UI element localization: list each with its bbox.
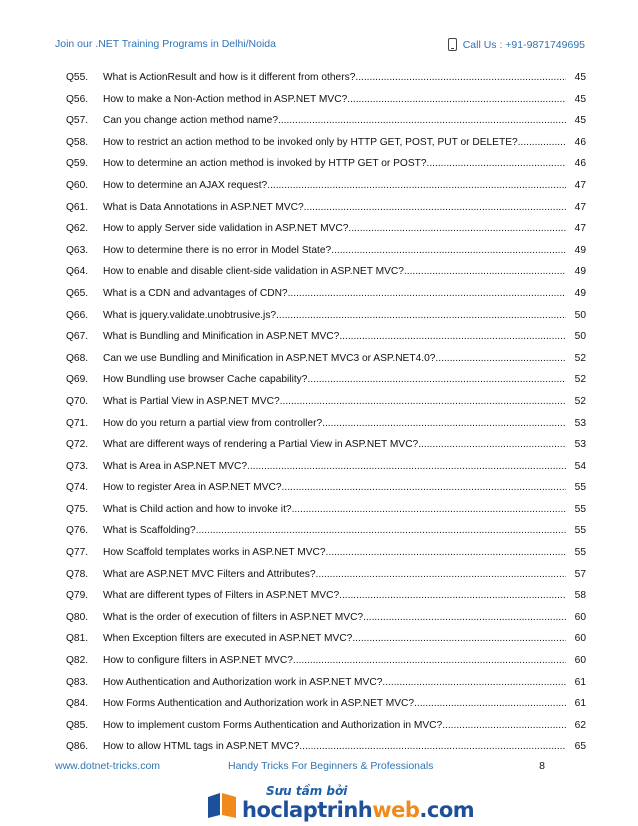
toc-entry-title: What are different ways of rendering a Partial View in ASP.NET MVC? xyxy=(103,439,419,451)
footer-tagline: Handy Tricks For Beginners & Professionals xyxy=(228,760,434,772)
toc-entry-page: 45 xyxy=(574,93,586,105)
toc-entry-title: What are different types of Filters in ASP.NET MVC? xyxy=(103,590,340,602)
toc-entry[interactable] xyxy=(66,460,586,482)
toc-entry-title: How to implement custom Forms Authentication and Authorization in MVC? xyxy=(103,719,443,731)
toc-dot-leader xyxy=(363,611,566,625)
footer-site-link[interactable]: www.dotnet-tricks.com xyxy=(55,760,161,772)
header-call-us xyxy=(448,38,585,51)
toc-entry-title: How to configure filters in ASP.NET MVC? xyxy=(103,655,293,667)
toc-entry-page: 49 xyxy=(574,244,586,256)
toc-dot-leader xyxy=(418,438,566,452)
toc-dot-leader xyxy=(348,222,566,236)
toc-entry-page: 53 xyxy=(574,439,586,451)
watermark-main-part-2: web xyxy=(372,798,420,822)
toc-entry-number: Q76. xyxy=(66,525,89,537)
toc-entry-title: How to register Area in ASP.NET MVC? xyxy=(103,482,282,494)
toc-entry[interactable] xyxy=(66,654,586,676)
toc-entry-title: How to determine an AJAX request? xyxy=(103,179,268,191)
toc-dot-leader xyxy=(276,309,566,323)
toc-entry-title: How to determine an action method is invoked by HTTP GET or POST? xyxy=(103,158,427,170)
toc-entry[interactable] xyxy=(66,438,586,460)
toc-entry[interactable] xyxy=(66,287,586,309)
toc-entry-title: What is Data Annotations in ASP.NET MVC? xyxy=(103,201,304,213)
toc-entry-number: Q62. xyxy=(66,223,89,235)
toc-entry-page: 62 xyxy=(574,719,586,731)
toc-entry-page: 55 xyxy=(574,482,586,494)
toc-entry-number: Q86. xyxy=(66,741,89,753)
toc-dot-leader xyxy=(339,589,566,603)
toc-entry[interactable] xyxy=(66,632,586,654)
toc-dot-leader xyxy=(288,287,566,301)
toc-dot-leader xyxy=(404,265,566,279)
toc-entry-title-line xyxy=(103,287,566,301)
toc-dot-leader xyxy=(293,654,566,668)
toc-entry-number: Q72. xyxy=(66,439,89,451)
toc-entry[interactable] xyxy=(66,417,586,439)
toc-dot-leader xyxy=(427,157,566,171)
table-of-contents xyxy=(66,71,586,762)
toc-entry-page: 49 xyxy=(574,287,586,299)
toc-dot-leader xyxy=(304,201,566,215)
toc-entry-title: What is Child action and how to invoke it? xyxy=(103,503,292,515)
toc-entry-title-line xyxy=(103,157,566,171)
toc-entry-number: Q68. xyxy=(66,352,89,364)
toc-entry-number: Q66. xyxy=(66,309,89,321)
toc-entry-number: Q84. xyxy=(66,698,89,710)
toc-entry-title-line xyxy=(103,632,566,646)
toc-entry-title-line xyxy=(103,611,566,625)
toc-entry-page: 46 xyxy=(574,136,586,148)
toc-entry[interactable] xyxy=(66,309,586,331)
toc-entry-page: 45 xyxy=(574,115,586,127)
toc-entry-number: Q73. xyxy=(66,460,89,472)
toc-entry-number: Q60. xyxy=(66,179,89,191)
toc-entry-page: 55 xyxy=(574,503,586,515)
toc-entry-number: Q58. xyxy=(66,136,89,148)
toc-entry-number: Q75. xyxy=(66,503,89,515)
toc-entry-page: 52 xyxy=(574,395,586,407)
toc-entry-page: 52 xyxy=(574,352,586,364)
toc-entry-title-line xyxy=(103,676,566,690)
toc-dot-leader xyxy=(382,676,566,690)
toc-entry[interactable] xyxy=(66,524,586,546)
toc-entry-title-line xyxy=(103,481,566,495)
toc-entry-title-line xyxy=(103,417,566,431)
header-training-text: Join our .NET Training Programs in Delhi/Noida xyxy=(55,38,276,50)
toc-entry-title: What is a CDN and advantages of CDN? xyxy=(103,287,288,299)
toc-dot-leader xyxy=(518,136,566,150)
toc-entry-page: 53 xyxy=(574,417,586,429)
toc-dot-leader xyxy=(280,395,566,409)
toc-entry-title: How do you return a partial view from controller? xyxy=(103,417,323,429)
toc-entry-title: What is Partial View in ASP.NET MVC? xyxy=(103,395,280,407)
toc-entry[interactable] xyxy=(66,179,586,201)
toc-entry-title-line xyxy=(103,503,566,517)
toc-entry[interactable] xyxy=(66,676,586,698)
phone-icon xyxy=(448,38,457,51)
toc-entry-title: How to restrict an action method to be invoked only by HTTP GET, POST, PUT or DELETE? xyxy=(103,136,518,148)
toc-entry-title: How Scaffold templates works in ASP.NET MVC? xyxy=(103,547,326,559)
toc-entry[interactable] xyxy=(66,71,586,93)
toc-entry-number: Q57. xyxy=(66,115,89,127)
page-number: 8 xyxy=(539,760,545,772)
book-icon xyxy=(206,791,238,819)
toc-entry-title-line xyxy=(103,654,566,668)
toc-dot-leader xyxy=(316,568,566,582)
toc-entry-number: Q83. xyxy=(66,676,89,688)
toc-entry-number: Q79. xyxy=(66,590,89,602)
toc-entry-page: 61 xyxy=(574,698,586,710)
toc-entry[interactable] xyxy=(66,265,586,287)
toc-entry-page: 52 xyxy=(574,374,586,386)
toc-entry[interactable] xyxy=(66,481,586,503)
toc-entry-page: 61 xyxy=(574,676,586,688)
toc-entry-title-line xyxy=(103,524,566,538)
toc-entry-number: Q74. xyxy=(66,482,89,494)
toc-entry-title-line xyxy=(103,719,566,733)
toc-entry-title-line xyxy=(103,93,566,107)
toc-entry-title: What is Bundling and Minification in ASP.NET MVC? xyxy=(103,331,340,343)
header-phone-text: Call Us : +91-9871749695 xyxy=(462,38,585,51)
toc-entry-title: How to apply Server side validation in ASP.NET MVC? xyxy=(103,223,349,235)
toc-entry-page: 60 xyxy=(574,611,586,623)
toc-entry-title: What are ASP.NET MVC Filters and Attributes? xyxy=(103,568,316,580)
toc-entry-title: How Forms Authentication and Authorization work in ASP.NET MVC? xyxy=(103,698,415,710)
toc-entry-page: 57 xyxy=(574,568,586,580)
toc-entry-title-line xyxy=(103,222,566,236)
toc-dot-leader xyxy=(331,244,566,258)
page-footer xyxy=(55,760,545,776)
toc-entry[interactable] xyxy=(66,330,586,352)
toc-dot-leader xyxy=(414,697,566,711)
toc-entry[interactable] xyxy=(66,244,586,266)
toc-entry-number: Q82. xyxy=(66,655,89,667)
toc-dot-leader xyxy=(435,352,566,366)
toc-entry-title-line xyxy=(103,546,566,560)
toc-entry-title-line xyxy=(103,201,566,215)
toc-dot-leader xyxy=(307,373,566,387)
toc-entry[interactable] xyxy=(66,697,586,719)
toc-entry-number: Q81. xyxy=(66,633,89,645)
toc-entry-page: 47 xyxy=(574,223,586,235)
toc-entry-title: How to determine there is no error in Model State? xyxy=(103,244,332,256)
toc-entry[interactable] xyxy=(66,740,586,762)
toc-entry-title-line xyxy=(103,373,566,387)
toc-entry-title-line xyxy=(103,136,566,150)
toc-entry[interactable] xyxy=(66,395,586,417)
toc-entry[interactable] xyxy=(66,157,586,179)
toc-dot-leader xyxy=(247,460,566,474)
toc-entry[interactable] xyxy=(66,589,586,611)
toc-entry-number: Q70. xyxy=(66,395,89,407)
toc-dot-leader xyxy=(355,71,566,85)
toc-entry-page: 47 xyxy=(574,179,586,191)
toc-dot-leader xyxy=(299,740,566,754)
watermark-top-text: Sưu tầm bởi xyxy=(266,784,348,798)
watermark-main-part-3: .com xyxy=(419,798,475,822)
toc-entry-title-line xyxy=(103,697,566,711)
toc-entry-page: 58 xyxy=(574,590,586,602)
toc-entry-page: 60 xyxy=(574,655,586,667)
toc-entry[interactable] xyxy=(66,546,586,568)
toc-entry-number: Q85. xyxy=(66,719,89,731)
toc-entry-title-line xyxy=(103,265,566,279)
toc-entry-title-line xyxy=(103,71,566,85)
toc-dot-leader xyxy=(322,417,566,431)
toc-entry-number: Q56. xyxy=(66,93,89,105)
toc-entry-number: Q63. xyxy=(66,244,89,256)
toc-dot-leader xyxy=(267,179,566,193)
toc-entry-title: What is Area in ASP.NET MVC? xyxy=(103,460,248,472)
toc-entry-title-line xyxy=(103,568,566,582)
toc-entry-title-line xyxy=(103,114,566,128)
watermark-main-text xyxy=(242,798,474,822)
toc-entry-title-line xyxy=(103,309,566,323)
toc-entry-page: 65 xyxy=(574,741,586,753)
toc-dot-leader xyxy=(352,632,566,646)
toc-dot-leader xyxy=(278,114,566,128)
toc-dot-leader xyxy=(347,93,566,107)
toc-entry[interactable] xyxy=(66,93,586,115)
toc-entry-page: 50 xyxy=(574,331,586,343)
toc-entry[interactable] xyxy=(66,136,586,158)
toc-dot-leader xyxy=(292,503,566,517)
toc-entry-number: Q67. xyxy=(66,331,89,343)
toc-entry-number: Q55. xyxy=(66,72,89,83)
toc-dot-leader xyxy=(442,719,566,733)
toc-entry-title: Can we use Bundling and Minification in ASP.NET MVC3 or ASP.NET4.0? xyxy=(103,352,436,364)
toc-entry-number: Q64. xyxy=(66,266,89,278)
toc-entry-title: How to allow HTML tags in ASP.NET MVC? xyxy=(103,741,300,753)
toc-entry[interactable] xyxy=(66,568,586,590)
toc-entry-title: What is jquery.validate.unobtrusive.js? xyxy=(103,309,277,321)
toc-dot-leader xyxy=(326,546,566,560)
toc-entry-page: 60 xyxy=(574,633,586,645)
toc-entry-title: What is Scaffolding? xyxy=(103,525,196,537)
toc-entry[interactable] xyxy=(66,611,586,633)
toc-entry-page: 45 xyxy=(574,72,586,83)
toc-entry-title: What is the order of execution of filters in ASP.NET MVC? xyxy=(103,611,364,623)
toc-entry[interactable] xyxy=(66,373,586,395)
toc-entry[interactable] xyxy=(66,503,586,525)
toc-entry-title: How Authentication and Authorization work in ASP.NET MVC? xyxy=(103,676,383,688)
toc-entry-number: Q69. xyxy=(66,374,89,386)
toc-entry-page: 50 xyxy=(574,309,586,321)
toc-entry-title-line xyxy=(103,179,566,193)
toc-entry-number: Q71. xyxy=(66,417,89,429)
toc-dot-leader xyxy=(282,481,566,495)
toc-entry-title: When Exception filters are executed in ASP.NET MVC? xyxy=(103,633,353,645)
toc-entry[interactable] xyxy=(66,114,586,136)
toc-entry-number: Q80. xyxy=(66,611,89,623)
toc-entry[interactable] xyxy=(66,222,586,244)
toc-entry-title-line xyxy=(103,589,566,603)
toc-entry-page: 55 xyxy=(574,547,586,559)
watermark-main-part-1: hoclaptrinh xyxy=(242,798,373,822)
toc-entry-title-line xyxy=(103,395,566,409)
page-header xyxy=(55,36,585,54)
toc-dot-leader xyxy=(339,330,566,344)
toc-entry-title-line xyxy=(103,330,566,344)
toc-entry-number: Q59. xyxy=(66,158,89,170)
toc-entry-title-line xyxy=(103,352,566,366)
toc-entry-page: 49 xyxy=(574,266,586,278)
toc-entry-page: 55 xyxy=(574,525,586,537)
toc-entry[interactable] xyxy=(66,352,586,374)
toc-entry-number: Q77. xyxy=(66,547,89,559)
toc-entry-number: Q65. xyxy=(66,287,89,299)
toc-entry-title-line xyxy=(103,740,566,754)
toc-entry-title-line xyxy=(103,438,566,452)
toc-entry-title: How to enable and disable client-side validation in ASP.NET MVC? xyxy=(103,266,404,278)
toc-entry-number: Q78. xyxy=(66,568,89,580)
toc-entry[interactable] xyxy=(66,719,586,741)
watermark-logo xyxy=(206,784,475,824)
toc-entry-page: 46 xyxy=(574,158,586,170)
toc-entry-title: What is ActionResult and how is it different from others? xyxy=(103,72,356,83)
toc-entry-page: 47 xyxy=(574,201,586,213)
toc-entry-title: How Bundling use browser Cache capability? xyxy=(103,374,308,386)
toc-entry-number: Q61. xyxy=(66,201,89,213)
toc-entry[interactable] xyxy=(66,201,586,223)
toc-entry-title: How to make a Non-Action method in ASP.NET MVC? xyxy=(103,93,348,105)
toc-entry-title-line xyxy=(103,460,566,474)
toc-entry-page: 54 xyxy=(574,460,586,472)
toc-dot-leader xyxy=(196,524,566,538)
toc-entry-title-line xyxy=(103,244,566,258)
toc-entry-title: Can you change action method name? xyxy=(103,115,279,127)
